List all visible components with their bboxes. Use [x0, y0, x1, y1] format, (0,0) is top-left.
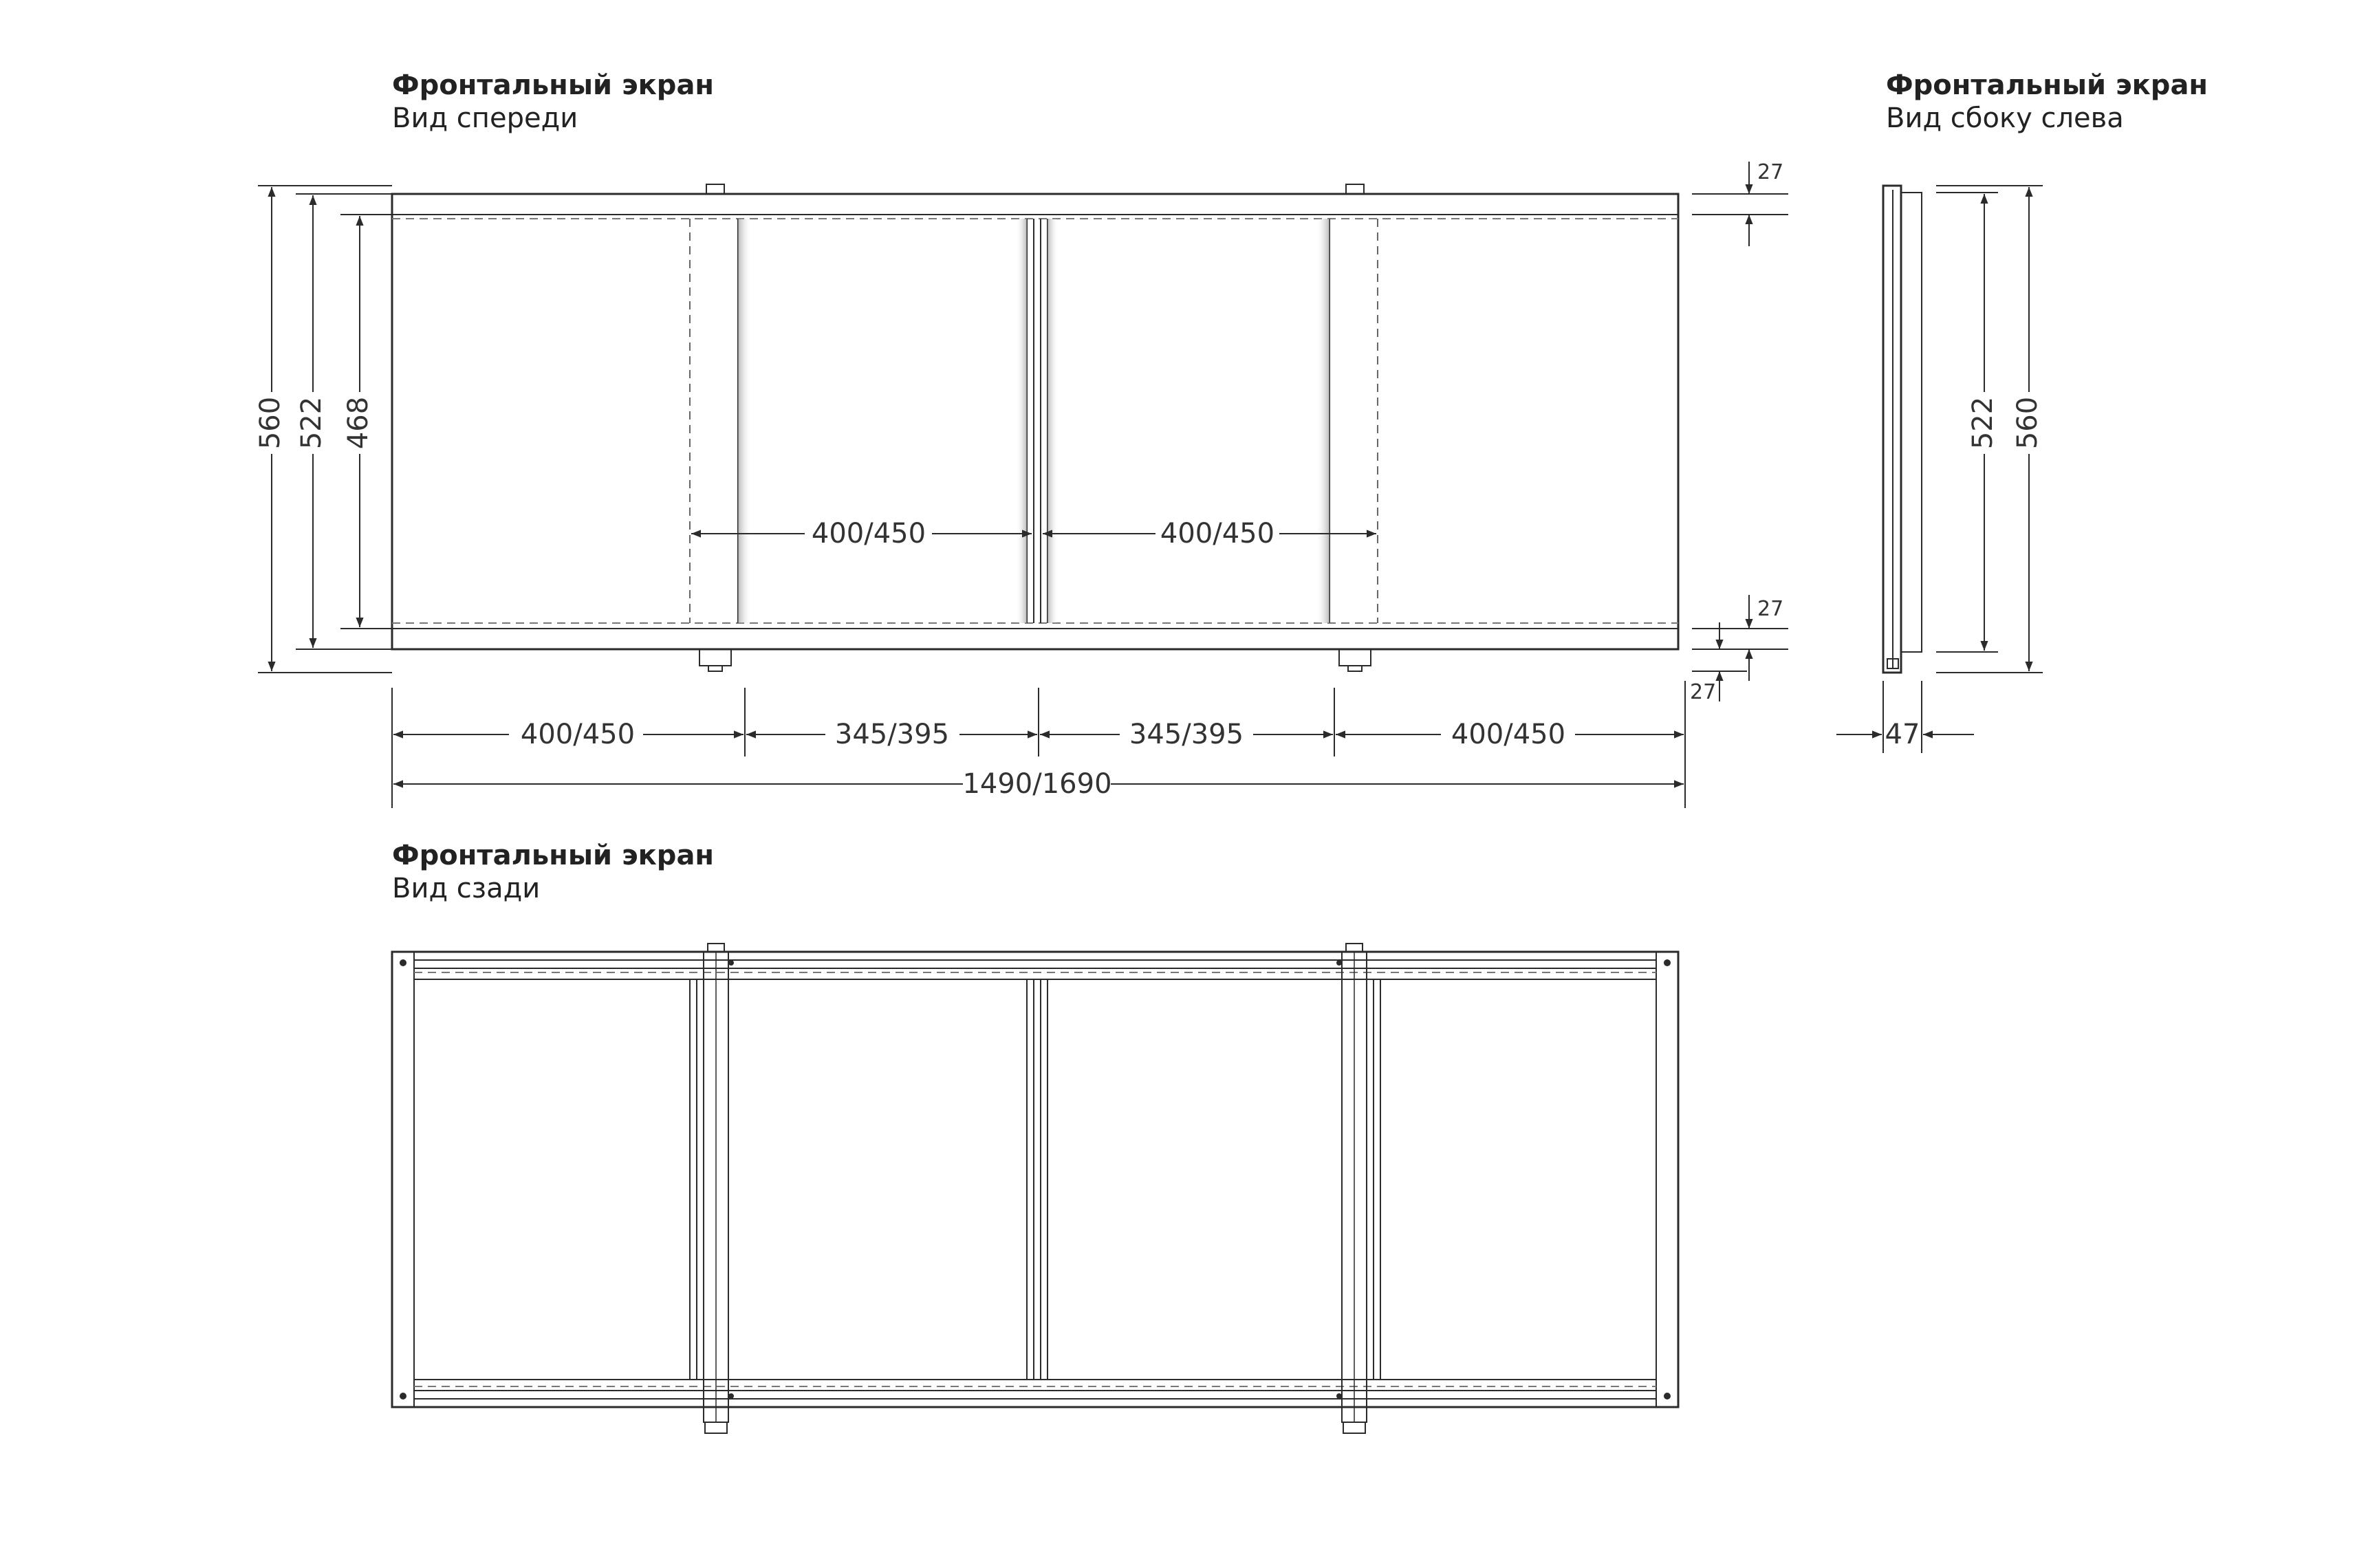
back-post-right [1656, 952, 1678, 1407]
back-post-left [392, 952, 414, 1407]
front-foot-right [1339, 649, 1371, 666]
front-view-title: Фронтальный экран [392, 69, 715, 101]
dim-side-depth: 47 [1885, 719, 1920, 750]
front-foot-left-base [708, 666, 722, 671]
dim-seg-1: 400/450 [520, 719, 636, 750]
dim-total: 1490/1690 [962, 768, 1112, 800]
front-view-subtitle: Вид спереди [392, 102, 578, 134]
side-profile [1901, 193, 1922, 652]
back-clip-top-right [1346, 944, 1363, 952]
side-dims [1836, 186, 2043, 753]
front-clip-top-right [1346, 184, 1364, 194]
dim-seg-4: 400/450 [1451, 719, 1566, 750]
front-view [392, 184, 1678, 671]
dim-rail-top: 27 [1757, 160, 1784, 184]
dim-seg-2: 345/395 [834, 719, 950, 750]
dim-seg-3: 345/395 [1129, 719, 1244, 750]
front-shade-2 [1316, 219, 1330, 623]
back-screws [400, 959, 1671, 1400]
back-frame [392, 952, 1678, 1407]
front-frame [392, 194, 1678, 649]
front-shade-3 [1048, 219, 1059, 623]
back-view [392, 944, 1678, 1433]
dim-front-522: 522 [296, 396, 327, 450]
dim-inner-right: 400/450 [1160, 518, 1275, 549]
side-view-subtitle: Вид сбоку слева [1886, 102, 2124, 134]
front-shade-1 [738, 219, 752, 623]
back-foot-left [705, 1422, 727, 1433]
dim-front-468: 468 [343, 396, 374, 450]
dim-side-522: 522 [1967, 396, 1999, 450]
side-view [1883, 186, 1922, 673]
front-clip-top-left [706, 184, 724, 194]
dim-front-560: 560 [254, 396, 286, 450]
side-view-title: Фронтальный экран [1886, 69, 2209, 101]
back-view-title: Фронтальный экран [392, 840, 715, 871]
dim-rail-bottom: 27 [1757, 597, 1784, 621]
dim-foot: 27 [1690, 680, 1717, 704]
front-foot-right-base [1348, 666, 1362, 671]
front-shade-4 [1016, 219, 1027, 623]
back-foot-right [1343, 1422, 1365, 1433]
dim-inner-left: 400/450 [811, 518, 926, 549]
front-foot-left [699, 649, 731, 666]
back-clip-top-left [708, 944, 724, 952]
back-view-subtitle: Вид сзади [392, 873, 541, 904]
dim-side-560: 560 [2012, 396, 2043, 450]
